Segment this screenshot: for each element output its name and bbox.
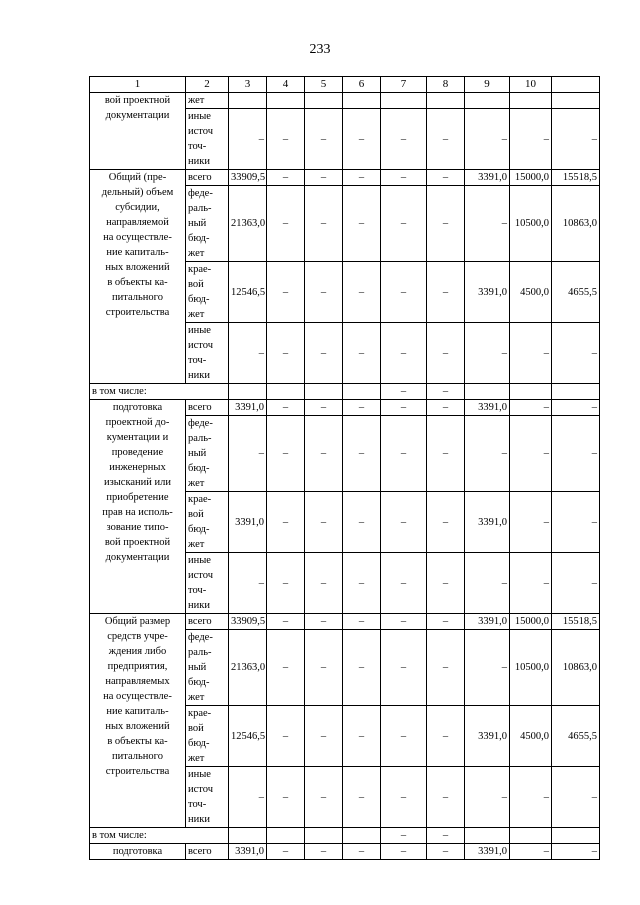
value-cell: – [552, 109, 600, 170]
table-row [90, 93, 600, 109]
value-cell [305, 93, 343, 109]
value-cell: – [343, 186, 381, 262]
value-cell: – [343, 844, 381, 860]
value-cell: – [381, 553, 427, 614]
value-cell: – [343, 262, 381, 323]
value-cell [381, 93, 427, 109]
header-cell: 7 [381, 77, 427, 93]
value-cell: – [305, 416, 343, 492]
value-cell: – [465, 186, 510, 262]
value-cell: – [267, 553, 305, 614]
value-cell: – [305, 492, 343, 553]
value-cell: – [343, 614, 381, 630]
value-cell [343, 828, 381, 844]
value-cell: 3391,0 [465, 492, 510, 553]
header-cell: 3 [229, 77, 267, 93]
value-cell: – [465, 767, 510, 828]
value-cell: – [305, 767, 343, 828]
value-cell: – [267, 186, 305, 262]
value-cell: – [305, 706, 343, 767]
value-cell: 33909,5 [229, 170, 267, 186]
value-cell: – [465, 553, 510, 614]
value-cell: 4655,5 [552, 262, 600, 323]
value-cell: – [427, 323, 465, 384]
value-cell: – [427, 767, 465, 828]
value-cell: 21363,0 [229, 630, 267, 706]
value-cell [510, 828, 552, 844]
value-cell: – [465, 109, 510, 170]
header-cell: 5 [305, 77, 343, 93]
value-cell: – [267, 262, 305, 323]
value-cell: – [267, 767, 305, 828]
value-cell: – [552, 844, 600, 860]
header-row [90, 77, 600, 93]
source-cell: всего [186, 170, 229, 186]
value-cell [267, 384, 305, 400]
indicator-name-cell: подготовка проектной до- кументации и проведение инженерных изысканий или приобретение прав на исполь- зование типо- вой проектной документации [90, 400, 186, 614]
value-cell: – [427, 614, 465, 630]
source-cell: феде- раль- ный бюд- жет [186, 186, 229, 262]
value-cell: – [305, 186, 343, 262]
value-cell: – [552, 492, 600, 553]
table-row [90, 828, 600, 844]
value-cell: 4500,0 [510, 706, 552, 767]
value-cell: – [381, 170, 427, 186]
source-cell: иные источ точ- ники [186, 323, 229, 384]
value-cell [552, 384, 600, 400]
table-row [90, 400, 600, 416]
header-cell: 8 [427, 77, 465, 93]
value-cell: 12546,5 [229, 706, 267, 767]
value-cell [510, 93, 552, 109]
value-cell: – [229, 416, 267, 492]
header-cell: 2 [186, 77, 229, 93]
value-cell: 3391,0 [229, 492, 267, 553]
value-cell [552, 93, 600, 109]
value-cell: – [427, 553, 465, 614]
value-cell: – [465, 630, 510, 706]
section-label: в том числе: [90, 828, 229, 844]
value-cell: – [510, 492, 552, 553]
value-cell: – [552, 416, 600, 492]
value-cell: – [267, 630, 305, 706]
value-cell: – [427, 384, 465, 400]
value-cell: – [381, 492, 427, 553]
value-cell: – [267, 844, 305, 860]
value-cell: – [343, 630, 381, 706]
source-cell: иные источ точ- ники [186, 109, 229, 170]
value-cell: – [510, 844, 552, 860]
value-cell: – [381, 844, 427, 860]
value-cell: – [427, 706, 465, 767]
value-cell: – [381, 109, 427, 170]
value-cell: 4500,0 [510, 262, 552, 323]
table-row [90, 170, 600, 186]
indicator-name-cell: подготовка [90, 844, 186, 860]
value-cell: – [381, 262, 427, 323]
value-cell: 3391,0 [465, 614, 510, 630]
header-cell: 1 [90, 77, 186, 93]
value-cell: – [267, 400, 305, 416]
value-cell: – [267, 706, 305, 767]
value-cell: – [229, 767, 267, 828]
header-cell: 9 [465, 77, 510, 93]
value-cell [267, 828, 305, 844]
value-cell: – [427, 828, 465, 844]
indicator-name-cell: Общий размер средств учре- ждения либо предприятия, направляемых на осуществле- ние капиталь- ных вложений в объекты ка- питального строительства [90, 614, 186, 828]
source-cell: жет [186, 93, 229, 109]
source-cell: феде- раль- ный бюд- жет [186, 630, 229, 706]
value-cell: – [305, 400, 343, 416]
value-cell: 3391,0 [465, 844, 510, 860]
value-cell: – [510, 553, 552, 614]
source-cell: иные источ точ- ники [186, 767, 229, 828]
value-cell: 15000,0 [510, 614, 552, 630]
source-cell: феде- раль- ный бюд- жет [186, 416, 229, 492]
source-cell: всего [186, 844, 229, 860]
value-cell: 10863,0 [552, 186, 600, 262]
value-cell: – [343, 323, 381, 384]
source-cell: крае- вой бюд- жет [186, 492, 229, 553]
value-cell [229, 93, 267, 109]
value-cell [465, 93, 510, 109]
value-cell: – [427, 492, 465, 553]
value-cell [510, 384, 552, 400]
indicator-name-cell: вой проектной документации [90, 93, 186, 170]
value-cell: 3391,0 [229, 844, 267, 860]
value-cell: – [305, 109, 343, 170]
value-cell: 3391,0 [465, 706, 510, 767]
source-cell: всего [186, 614, 229, 630]
value-cell: – [267, 109, 305, 170]
value-cell: 3391,0 [465, 170, 510, 186]
value-cell: – [552, 767, 600, 828]
value-cell: – [343, 492, 381, 553]
value-cell: – [305, 170, 343, 186]
value-cell: – [343, 767, 381, 828]
source-cell: крае- вой бюд- жет [186, 706, 229, 767]
value-cell [229, 828, 267, 844]
value-cell: 15000,0 [510, 170, 552, 186]
value-cell: – [552, 323, 600, 384]
value-cell: – [229, 323, 267, 384]
value-cell: – [305, 844, 343, 860]
value-cell: – [267, 614, 305, 630]
value-cell: 12546,5 [229, 262, 267, 323]
value-cell: – [305, 630, 343, 706]
source-cell: иные источ точ- ники [186, 553, 229, 614]
value-cell: – [267, 170, 305, 186]
value-cell: – [305, 553, 343, 614]
table-row [90, 614, 600, 630]
value-cell: – [343, 706, 381, 767]
value-cell [465, 384, 510, 400]
source-cell: крае- вой бюд- жет [186, 262, 229, 323]
header-cell [552, 77, 600, 93]
value-cell: 33909,5 [229, 614, 267, 630]
value-cell [305, 384, 343, 400]
value-cell: – [427, 630, 465, 706]
indicator-name-cell: Общий (пре- дельный) объем субсидии, направляемой на осуществле- ние капиталь- ных вложений в объекты ка- питального строительства [90, 170, 186, 384]
value-cell: – [381, 384, 427, 400]
value-cell: – [343, 170, 381, 186]
value-cell: – [381, 614, 427, 630]
value-cell: 3391,0 [229, 400, 267, 416]
value-cell: – [381, 767, 427, 828]
value-cell [343, 384, 381, 400]
value-cell: – [465, 416, 510, 492]
value-cell: – [305, 614, 343, 630]
value-cell: 10500,0 [510, 186, 552, 262]
value-cell: – [510, 767, 552, 828]
value-cell: – [465, 323, 510, 384]
value-cell: 3391,0 [465, 262, 510, 323]
value-cell: – [267, 492, 305, 553]
value-cell: 15518,5 [552, 170, 600, 186]
value-cell: – [427, 416, 465, 492]
value-cell: 15518,5 [552, 614, 600, 630]
value-cell: – [305, 323, 343, 384]
value-cell: – [343, 109, 381, 170]
value-cell: – [427, 186, 465, 262]
source-cell: всего [186, 400, 229, 416]
value-cell: – [427, 400, 465, 416]
value-cell [465, 828, 510, 844]
value-cell: – [381, 416, 427, 492]
value-cell: 4655,5 [552, 706, 600, 767]
value-cell: – [267, 416, 305, 492]
value-cell [229, 384, 267, 400]
value-cell: 10863,0 [552, 630, 600, 706]
value-cell: – [381, 186, 427, 262]
value-cell: – [229, 109, 267, 170]
value-cell: 21363,0 [229, 186, 267, 262]
budget-table [89, 76, 600, 860]
value-cell [267, 93, 305, 109]
value-cell: – [381, 828, 427, 844]
page-number: 233 [309, 42, 331, 57]
section-label: в том числе: [90, 384, 229, 400]
value-cell: – [229, 553, 267, 614]
value-cell: – [510, 323, 552, 384]
value-cell: – [381, 400, 427, 416]
value-cell [343, 93, 381, 109]
value-cell: – [427, 262, 465, 323]
value-cell: – [427, 109, 465, 170]
value-cell: 10500,0 [510, 630, 552, 706]
value-cell: – [381, 323, 427, 384]
value-cell: – [510, 109, 552, 170]
value-cell: – [510, 416, 552, 492]
header-cell: 4 [267, 77, 305, 93]
value-cell: – [343, 416, 381, 492]
value-cell: – [381, 706, 427, 767]
value-cell: – [267, 323, 305, 384]
value-cell: – [381, 630, 427, 706]
value-cell: – [510, 400, 552, 416]
table-row [90, 844, 600, 860]
value-cell [552, 828, 600, 844]
value-cell: 3391,0 [465, 400, 510, 416]
header-cell: 6 [343, 77, 381, 93]
value-cell: – [427, 844, 465, 860]
value-cell: – [427, 170, 465, 186]
value-cell: – [305, 262, 343, 323]
header-cell: 10 [510, 77, 552, 93]
table-row [90, 384, 600, 400]
value-cell: – [343, 400, 381, 416]
value-cell [427, 93, 465, 109]
value-cell: – [552, 553, 600, 614]
value-cell [305, 828, 343, 844]
value-cell: – [552, 400, 600, 416]
value-cell: – [343, 553, 381, 614]
